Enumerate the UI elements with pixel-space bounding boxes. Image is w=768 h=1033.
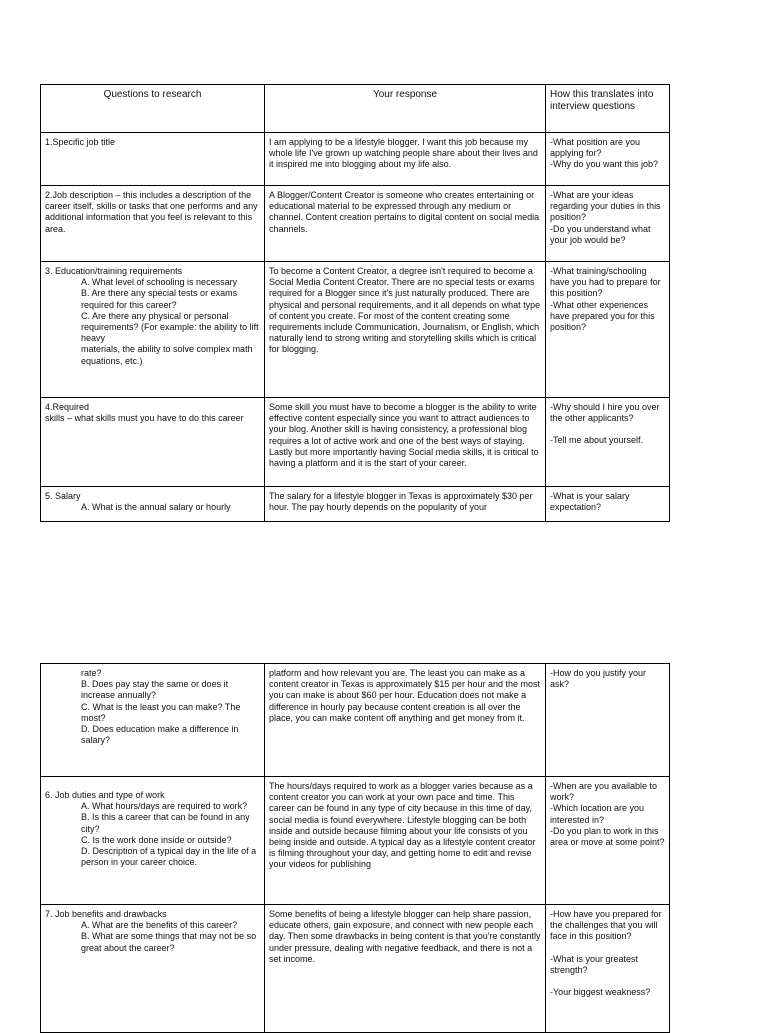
research-table-page-1 bbox=[40, 84, 670, 522]
question-sub: C. Are there any physical or personal requirements? (For example: the ability to lift heavy bbox=[81, 310, 259, 344]
response-cell: The salary for a lifestyle blogger in Texas is approximately $30 per hour. The pay hourly depends on the popularity of your bbox=[265, 487, 546, 522]
interview-question: -What is your greatest strength? bbox=[550, 953, 639, 975]
response-cell: To become a Content Creator, a degree isn't required to become a Social Media Content Creator. There are no special tests or exams required for a Blogger since it's just naturally produced. There are physical and personal requirements, and it all depends on what type of content you create. For most of the content creating some requirements include Communication, Journalism, or English, which naturally lend to strong writing and storytelling skills which is critical for blogging. bbox=[265, 262, 546, 398]
row-skills bbox=[41, 398, 670, 487]
row-salary bbox=[41, 487, 670, 522]
interview-question: -Do you plan to work in this area or move at some point? bbox=[550, 825, 665, 848]
row-salary-continued bbox=[41, 664, 670, 777]
question-sub: A. What level of schooling is necessary bbox=[81, 277, 238, 288]
question-sub: B. Are there any special tests or exams required for this career? bbox=[81, 288, 238, 310]
question-sub: A. What hours/days are required to work? bbox=[81, 801, 248, 812]
question-cell bbox=[41, 398, 265, 487]
interview-question: -How have you prepared for the challenges that you will face in this position? bbox=[550, 909, 662, 942]
question-title: 1.Specific job title bbox=[45, 137, 116, 147]
header-questions: Questions to research bbox=[41, 85, 265, 133]
question-title: 2.Job description – this includes a description of the career itself, skills or tasks that one performs and any additional information that you feel is relevant to this area. bbox=[45, 190, 258, 234]
question-cell bbox=[41, 777, 265, 905]
question-title: 7. Job benefits and drawbacks bbox=[45, 909, 167, 919]
question-title: 5. Salary bbox=[45, 491, 81, 501]
question-sub: B. Does pay stay the same or does it increase annually? bbox=[81, 679, 229, 701]
question-sub: C. Is the work done inside or outside? bbox=[81, 834, 232, 845]
response-cell: Some benefits of being a lifestyle blogger can help share passion, educate others, gain exposure, and connect with new people each day. Then some drawbacks in being content is that you're constantly under pressure, dealing with negative feedback, and there is not a set income. bbox=[265, 905, 546, 1033]
question-cell bbox=[41, 186, 265, 262]
question-title: 4.Required bbox=[45, 402, 90, 412]
response-cell: Some skill you must have to become a blogger is the ability to write effective content especially since you want to attract audiences to your blog. Another skill is having consistency, a professional blog requires a lot of active work and one of the best ways of staying. Lastly but more importantly having Social media skills, it is critical to having a platform and it is the start of your career. bbox=[265, 398, 546, 487]
interview-cell: -What is your salary expectation? bbox=[546, 487, 670, 522]
interview-cell bbox=[546, 262, 670, 398]
interview-question: -What training/schooling have you had to prepare for this position? bbox=[550, 266, 661, 299]
question-title: 6. Job duties and type of work bbox=[45, 790, 165, 800]
interview-question: -Tell me about yourself. bbox=[550, 435, 644, 446]
question-sub: A. What are the benefits of this career? bbox=[81, 920, 238, 931]
response-cell: I am applying to be a lifestyle blogger. I want this job because my whole life I've grown up watching people share about their lives and it inspired me into blogging about my life also. bbox=[265, 133, 546, 186]
research-table-page-2 bbox=[40, 663, 670, 1033]
table-header-row bbox=[41, 85, 670, 133]
header-interview: How this translates into interview questions bbox=[546, 85, 670, 133]
row-duties bbox=[41, 777, 670, 905]
question-sub: A. What is the annual salary or hourly bbox=[81, 502, 231, 513]
response-cell: platform and how relevant you are. The least you can make as a content creator in Texas is approximately $15 per hour and the most you can make is about $60 per hour. Education does not make a difference in hourly pay because content creation is all over the place, you can make content off anything and get money from it. bbox=[265, 664, 546, 777]
interview-question: -What are your ideas regarding your duties in this position? bbox=[550, 190, 661, 223]
question-cell bbox=[41, 487, 265, 522]
header-response: Your response bbox=[265, 85, 546, 133]
response-cell: A Blogger/Content Creator is someone who creates entertaining or educational material to be expressed through any medium or channel. Content creation pertains to digital content on social media channels. bbox=[265, 186, 546, 262]
interview-question: -Your biggest weakness? bbox=[550, 987, 651, 998]
interview-question: -What other experiences have prepared you for this position? bbox=[550, 299, 655, 333]
question-title-cont: skills – what skills must you have to do this career bbox=[45, 413, 244, 424]
interview-cell bbox=[546, 905, 670, 1033]
interview-cell: -How do you justify your ask? bbox=[546, 664, 670, 777]
question-cell bbox=[41, 905, 265, 1033]
question-sub-tail: rate? bbox=[81, 668, 102, 678]
question-title: 3. Education/training requirements bbox=[45, 266, 183, 276]
interview-question: -Why should I hire you over the other applicants? bbox=[550, 402, 660, 424]
row-job-title bbox=[41, 133, 670, 186]
response-cell: The hours/days required to work as a blogger varies because as a content creator you can work at your own pace and time. This career can be found in any type of city because in this time of day, social media is found everywhere. Lifestyle blogging can be both inside and outside because filming about your life consists of you being inside and outside. A typical day as a lifestyle content creator is filming throughout your day, and getting home to edit and revise your videos for publishing bbox=[265, 777, 546, 905]
question-sub: C. What is the least you can make? The most? bbox=[81, 701, 241, 723]
question-sub-tail: materials, the ability to solve complex math equations, etc.) bbox=[81, 344, 253, 366]
question-cell bbox=[41, 262, 265, 398]
interview-cell bbox=[546, 186, 670, 262]
row-job-description bbox=[41, 186, 670, 262]
question-cell bbox=[41, 664, 265, 777]
interview-question: -Why do you want this job? bbox=[550, 159, 659, 170]
interview-question: -What position are you applying for? bbox=[550, 137, 641, 159]
interview-cell bbox=[546, 777, 670, 905]
interview-question: -Do you understand what your job would be? bbox=[550, 223, 651, 245]
row-education bbox=[41, 262, 670, 398]
row-benefits bbox=[41, 905, 670, 1033]
interview-cell bbox=[546, 133, 670, 186]
question-sub: D. Does education make a difference in salary? bbox=[81, 724, 239, 746]
question-sub: B. Is this a career that can be found in any city? bbox=[81, 812, 250, 834]
interview-cell bbox=[546, 398, 670, 487]
question-sub: D. Description of a typical day in the life of a person in your career choice. bbox=[81, 846, 257, 868]
question-sub: B. What are some things that may not be so great about the career? bbox=[81, 931, 257, 953]
question-cell bbox=[41, 133, 265, 186]
interview-question: -When are you available to work? bbox=[550, 781, 658, 803]
interview-question: -Which location are you interested in? bbox=[550, 803, 645, 825]
